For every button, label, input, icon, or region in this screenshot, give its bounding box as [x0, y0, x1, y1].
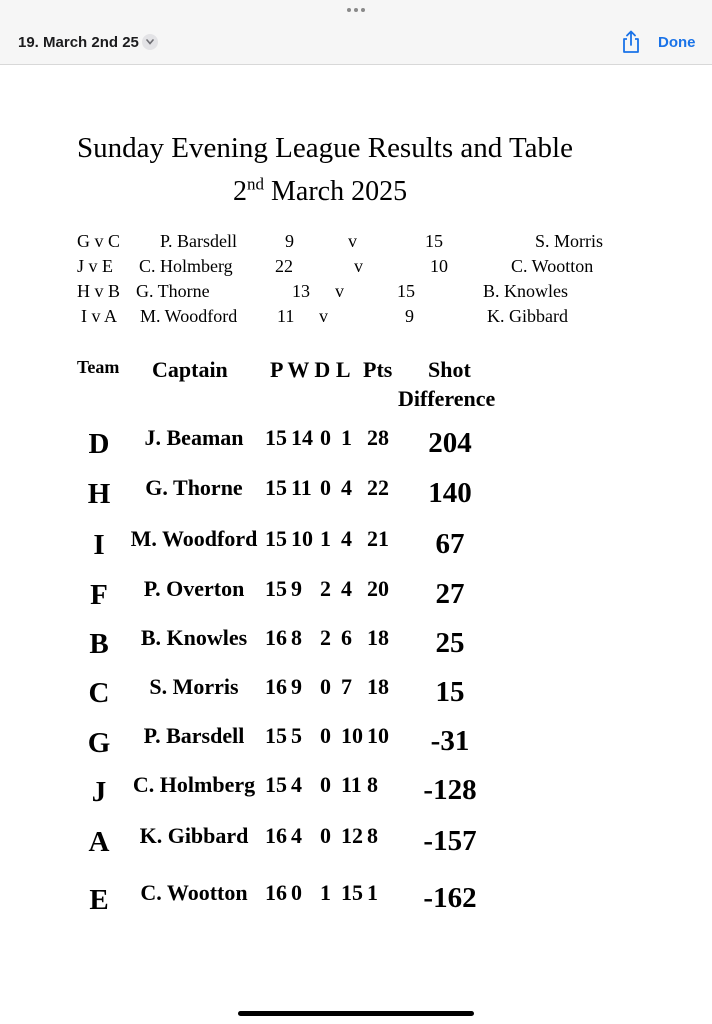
captain-name: G. Thorne — [145, 475, 243, 500]
won-value: 8 — [291, 625, 302, 650]
lost-value: 11 — [341, 772, 362, 797]
header-pwdl: P W D L — [270, 357, 351, 382]
page-date — [233, 176, 407, 208]
result-fixture: J v E — [77, 256, 113, 276]
header-difference: Difference — [398, 386, 496, 411]
result-away-score: 15 — [397, 281, 415, 301]
points-value: 8 — [367, 823, 378, 848]
won-value: 4 — [291, 823, 302, 848]
lost-value: 1 — [341, 425, 352, 450]
team-letter: I — [93, 529, 105, 561]
captain-name: S. Morris — [149, 674, 239, 699]
captain-name: P. Barsdell — [143, 723, 245, 748]
result-home-captain: M. Woodford — [140, 306, 238, 326]
points-value: 8 — [367, 772, 378, 797]
done-button[interactable]: Done — [658, 34, 696, 51]
result-home-score: 9 — [285, 231, 294, 251]
lost-value: 7 — [341, 674, 352, 699]
won-value: 0 — [291, 880, 302, 905]
team-letter: F — [90, 579, 108, 611]
points-value: 28 — [367, 425, 389, 450]
captain-name: C. Wootton — [140, 880, 248, 905]
result-fixture: G v C — [77, 231, 121, 251]
captain-name: C. Holmberg — [132, 772, 256, 797]
drawn-value: 2 — [320, 576, 331, 601]
points-value: 21 — [367, 526, 389, 551]
won-value: 4 — [291, 772, 302, 797]
team-letter: C — [88, 677, 110, 709]
date-suffix: nd — [247, 174, 264, 194]
played-value: 15 — [265, 475, 287, 500]
won-value: 9 — [291, 674, 302, 699]
result-versus: v — [319, 306, 328, 326]
result-versus: v — [354, 256, 363, 276]
points-value: 18 — [367, 625, 389, 650]
shot-difference-value: 27 — [435, 578, 465, 610]
drawn-value: 0 — [320, 823, 331, 848]
drawn-value: 0 — [320, 723, 331, 748]
result-away-score: 15 — [425, 231, 443, 251]
team-letter: J — [91, 776, 107, 808]
drawn-value: 0 — [320, 674, 331, 699]
result-away-captain: B. Knowles — [483, 281, 568, 301]
result-away-score: 10 — [430, 256, 448, 276]
points-value: 1 — [367, 880, 378, 905]
captain-name: M. Woodford — [130, 526, 258, 551]
lost-value: 10 — [341, 723, 363, 748]
header-points: Pts — [363, 357, 393, 382]
drawn-value: 0 — [320, 475, 331, 500]
won-value: 5 — [291, 723, 302, 748]
share-icon[interactable] — [621, 30, 641, 54]
played-value: 16 — [265, 625, 287, 650]
lost-value: 4 — [341, 576, 352, 601]
lost-value: 6 — [341, 625, 352, 650]
result-home-score: 11 — [277, 306, 295, 326]
captain-name: J. Beaman — [144, 425, 244, 450]
lost-value: 4 — [341, 475, 352, 500]
won-value: 14 — [291, 425, 313, 450]
captain-name: P. Overton — [143, 576, 245, 601]
played-value: 15 — [265, 425, 287, 450]
won-value: 10 — [291, 526, 313, 551]
header-captain: Captain — [152, 357, 228, 382]
date-month-year: March 2025 — [264, 176, 408, 207]
team-letter: G — [87, 727, 111, 759]
result-versus: v — [335, 281, 344, 301]
played-value: 16 — [265, 674, 287, 699]
drawn-value: 0 — [320, 425, 331, 450]
captain-name: B. Knowles — [140, 625, 248, 650]
team-letter: E — [89, 884, 109, 916]
points-value: 10 — [367, 723, 389, 748]
date-day: 2 — [233, 176, 247, 207]
drawn-value: 1 — [320, 526, 331, 551]
more-options-icon[interactable] — [346, 6, 366, 14]
team-letter: D — [88, 428, 110, 460]
team-letter: B — [89, 628, 109, 660]
shot-difference-value: -31 — [430, 725, 470, 757]
drawn-value: 1 — [320, 880, 331, 905]
page-title: Sunday Evening League Results and Table — [77, 132, 573, 164]
result-home-captain: C. Holmberg — [139, 256, 233, 276]
result-away-captain: S. Morris — [535, 231, 604, 251]
lost-value: 12 — [341, 823, 363, 848]
result-fixture: H v B — [77, 281, 121, 301]
shot-difference-value: -128 — [423, 774, 477, 806]
result-home-captain: P. Barsdell — [160, 231, 238, 251]
played-value: 15 — [265, 723, 287, 748]
document-title[interactable]: 19. March 2nd 25 — [18, 34, 139, 51]
points-value: 22 — [367, 475, 389, 500]
shot-difference-value: -157 — [423, 825, 477, 857]
lost-value: 15 — [341, 880, 363, 905]
result-home-captain: G. Thorne — [136, 281, 210, 301]
result-home-score: 22 — [275, 256, 293, 276]
captain-name: K. Gibbard — [139, 823, 249, 848]
shot-difference-value: 140 — [428, 477, 472, 509]
shot-difference-value: -162 — [423, 882, 477, 914]
top-toolbar — [0, 0, 712, 65]
drawn-value: 0 — [320, 772, 331, 797]
shot-difference-value: 15 — [435, 676, 465, 708]
result-away-captain: K. Gibbard — [487, 306, 568, 326]
result-versus: v — [348, 231, 357, 251]
lost-value: 4 — [341, 526, 352, 551]
points-value: 20 — [367, 576, 389, 601]
header-shot: Shot — [428, 357, 471, 382]
result-away-captain: C. Wootton — [511, 256, 594, 276]
shot-difference-value: 67 — [435, 528, 465, 560]
result-home-score: 13 — [292, 281, 310, 301]
team-letter: H — [87, 478, 111, 510]
played-value: 15 — [265, 526, 287, 551]
drawn-value: 2 — [320, 625, 331, 650]
shot-difference-value: 204 — [428, 427, 472, 459]
won-value: 11 — [291, 475, 312, 500]
played-value: 15 — [265, 576, 287, 601]
played-value: 16 — [265, 823, 287, 848]
played-value: 16 — [265, 880, 287, 905]
team-letter: A — [88, 826, 110, 858]
points-value: 18 — [367, 674, 389, 699]
chevron-down-icon[interactable] — [142, 34, 158, 50]
shot-difference-value: 25 — [435, 627, 465, 659]
result-away-score: 9 — [405, 306, 414, 326]
result-fixture: I v A — [81, 306, 117, 326]
header-team: Team — [77, 357, 120, 377]
won-value: 9 — [291, 576, 302, 601]
played-value: 15 — [265, 772, 287, 797]
home-indicator — [238, 1011, 474, 1016]
